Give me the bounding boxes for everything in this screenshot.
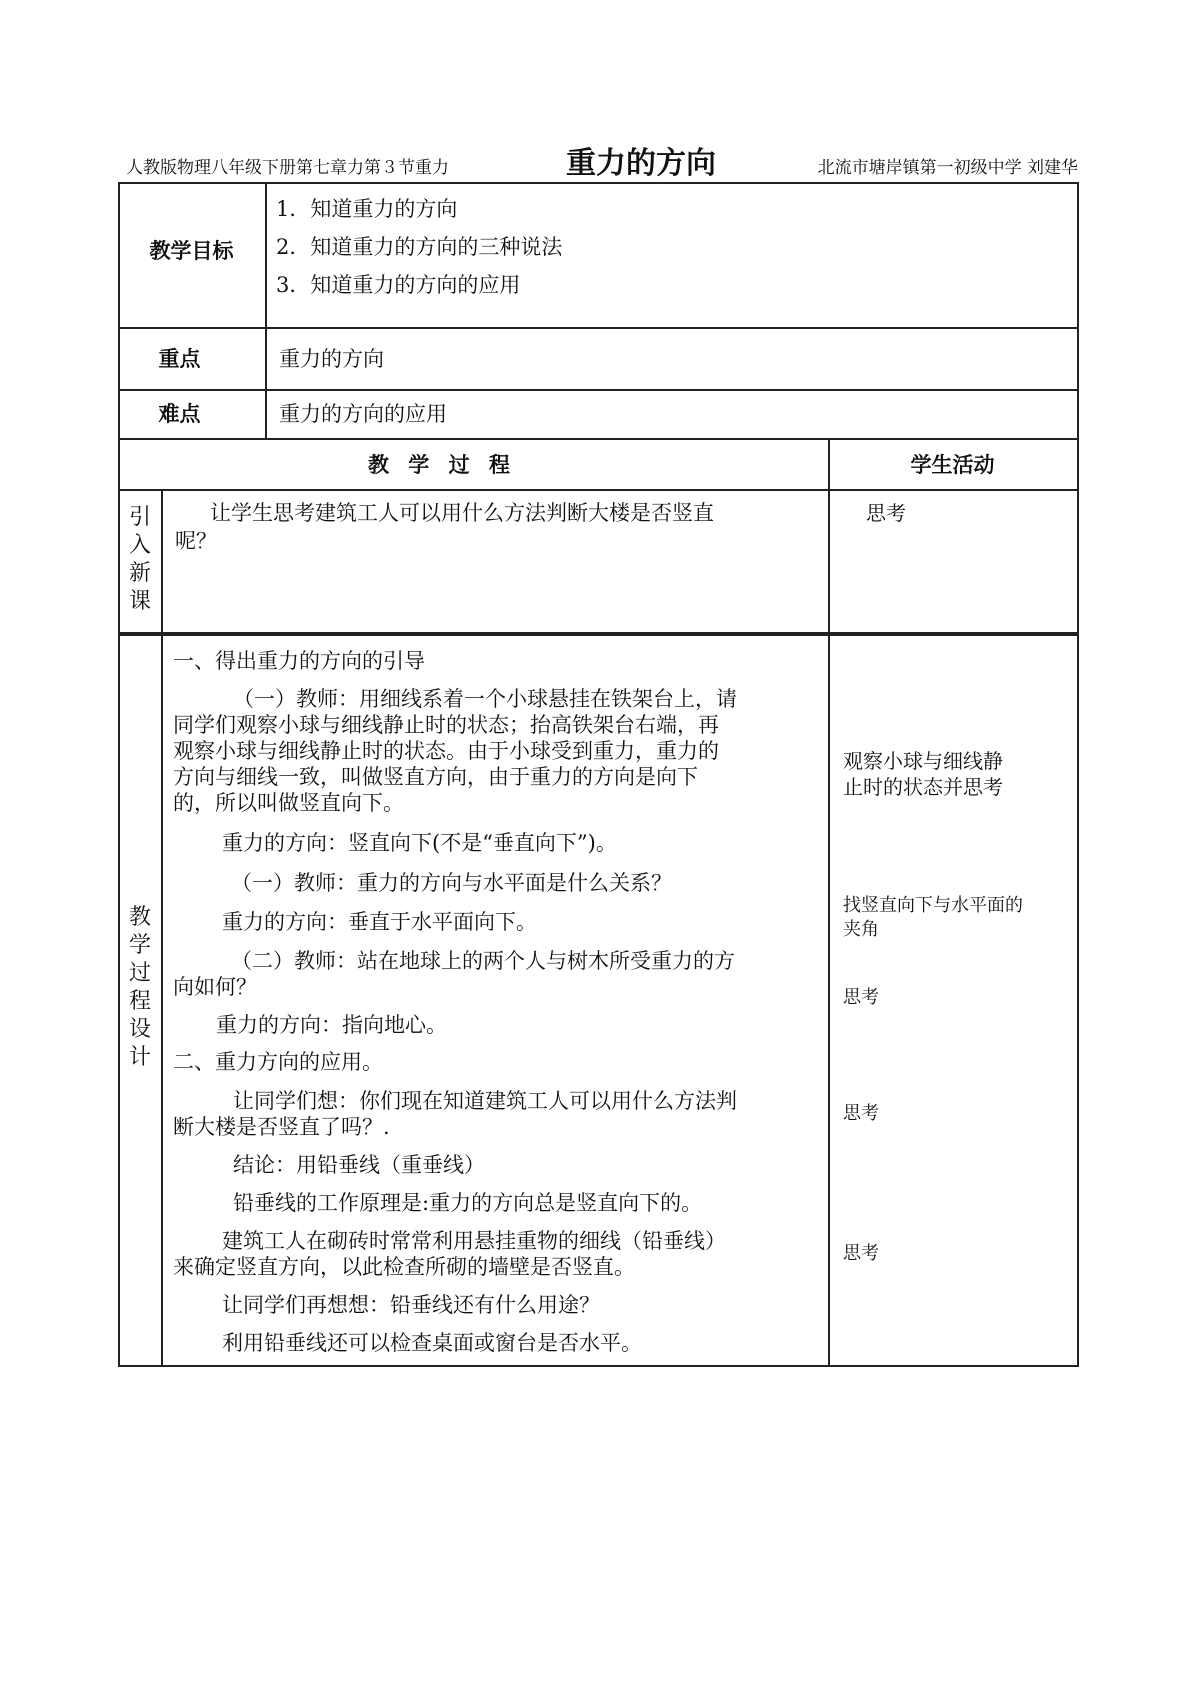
design-line: 二、重力方向的应用。: [173, 1050, 383, 1074]
design-line: 让同学们想：你们现在知道建筑工人可以用什么方法判: [233, 1089, 737, 1113]
page-header: [118, 148, 1078, 182]
intro-label: 引 入 新 课: [128, 505, 151, 614]
activity-header: 学生活动: [910, 453, 995, 477]
intro-activity: 思考: [866, 501, 906, 525]
design-activity: 思考: [843, 1103, 879, 1124]
design-line: 的，所以叫做竖直向下。: [173, 791, 404, 815]
author-info: 北流市塘岸镇第一初级中学 刘建华: [817, 158, 1078, 178]
design-line: 观察小球与细线静止时的状态。由于小球受到重力，重力的: [173, 739, 719, 763]
design-label: 教 学 过 程 设 计: [128, 905, 151, 1070]
design-line: 断大楼是否竖直了吗？.: [173, 1115, 390, 1139]
intro-line: 让学生思考建筑工人可以用什么方法判断大楼是否竖直: [210, 501, 714, 525]
objective-item: 2．知道重力的方向的三种说法: [276, 235, 563, 259]
course-info: 人教版物理八年级下册第七章力第３节重力: [126, 158, 449, 178]
design-line: 同学们观察小球与细线静止时的状态；抬高铁架台右端，再: [173, 713, 719, 737]
design-line: （一）教师：重力的方向与水平面是什么关系？: [231, 871, 672, 895]
design-line: 重力的方向：竖直向下(不是“垂直向下”)。: [222, 831, 617, 855]
key-point-text: 重力的方向: [279, 347, 384, 371]
objective-item: 3．知道重力的方向的应用: [276, 273, 521, 297]
design-line: 让同学们再想想：铅垂线还有什么用途？: [222, 1293, 600, 1317]
design-activity: 找竖直向下与水平面的 夹角: [843, 895, 1023, 940]
design-line: 建筑工人在砌砖时常常利用悬挂重物的细线（铅垂线）: [222, 1229, 726, 1253]
design-activity: 观察小球与细线静 止时的状态并思考: [843, 749, 1003, 799]
difficulty-text: 重力的方向的应用: [279, 402, 447, 426]
design-line: 铅垂线的工作原理是:重力的方向总是竖直向下的。: [233, 1191, 703, 1215]
design-line: （一）教师：用细线系着一个小球悬挂在铁架台上，请: [233, 687, 737, 711]
difficulty-label: 难点: [158, 402, 201, 426]
design-line: 结论：用铅垂线（重垂线）: [233, 1153, 485, 1177]
design-line: 方向与细线一致，叫做竖直方向，由于重力的方向是向下: [173, 765, 698, 789]
lesson-table: [118, 182, 1079, 1366]
page-title: 重力的方向: [566, 146, 716, 181]
design-line: 来确定竖直方向，以此检查所砌的墙壁是否竖直。: [173, 1255, 635, 1279]
design-line: 利用铅垂线还可以检查桌面或窗台是否水平。: [222, 1331, 642, 1355]
design-line: （二）教师：站在地球上的两个人与树木所受重力的方: [231, 949, 735, 973]
design-line: 重力的方向：指向地心。: [216, 1013, 447, 1037]
objectives-label: 教学目标: [149, 239, 234, 263]
key-point-label: 重点: [158, 347, 201, 371]
design-activity: 思考: [843, 1243, 879, 1264]
design-line: 一、得出重力的方向的引导: [173, 649, 425, 673]
intro-line: 呢？: [175, 529, 217, 553]
objective-item: 1．知道重力的方向: [276, 197, 458, 221]
design-line: 向如何？: [173, 975, 257, 999]
design-activity: 思考: [843, 987, 879, 1008]
process-header: 教 学 过 程: [368, 453, 516, 477]
design-line: 重力的方向：垂直于水平面向下。: [222, 910, 537, 934]
